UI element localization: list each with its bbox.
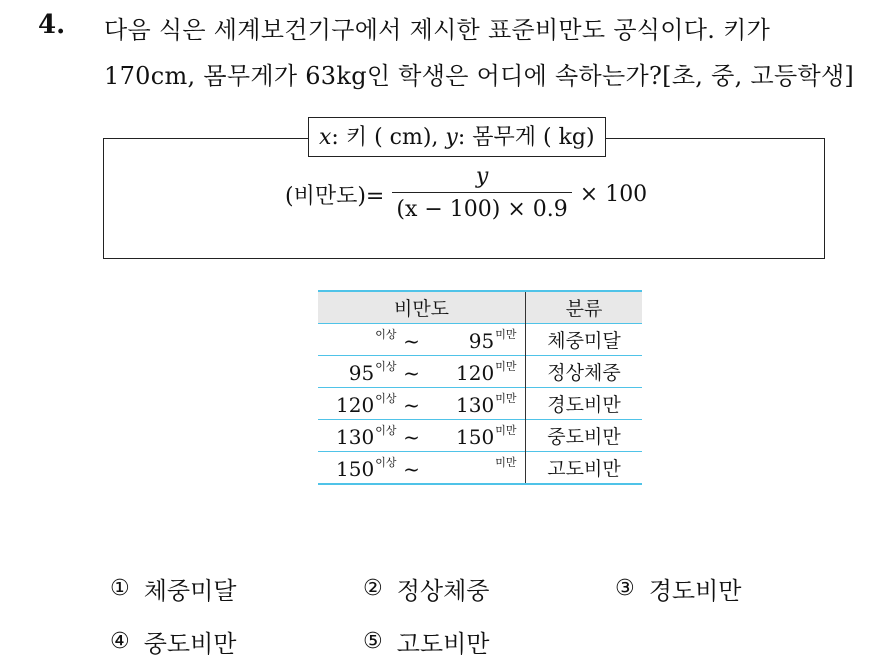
classification-cell: 중도비만	[547, 426, 621, 448]
x-variable-label: : 키 ( cm),	[331, 125, 446, 150]
classification-cell: 경도비만	[547, 394, 621, 416]
range-lower	[327, 358, 397, 385]
question-number: 4.	[38, 10, 66, 40]
above-label: 이상	[375, 456, 397, 469]
choice-2[interactable]	[363, 571, 489, 606]
variable-legend	[308, 117, 606, 157]
formula-fraction	[392, 162, 571, 227]
range	[318, 358, 525, 385]
header-obesity-index: 비만도	[318, 291, 526, 324]
range-tilde: ~	[403, 393, 420, 417]
range-upper	[427, 390, 517, 417]
range-cell	[318, 324, 526, 356]
lower-value: 130	[336, 425, 375, 449]
choice-text: 중도비만	[143, 630, 237, 658]
below-label: 미만	[495, 328, 517, 341]
range-tilde: ~	[403, 425, 420, 449]
choice-marker: ①	[110, 576, 130, 601]
range-cell	[318, 452, 526, 485]
choice-marker: ②	[363, 576, 383, 601]
range-upper	[427, 326, 517, 353]
range-upper	[427, 358, 517, 385]
choice-text: 경도비만	[648, 577, 742, 605]
choice-marker: ⑤	[363, 629, 383, 654]
range-tilde: ~	[403, 457, 420, 481]
classification-cell: 체중미달	[547, 330, 621, 352]
range-lower	[327, 390, 397, 417]
above-label: 이상	[375, 328, 397, 341]
classification-cell: 고도비만	[547, 458, 621, 480]
upper-value: 150	[456, 425, 495, 449]
below-label: 미만	[495, 456, 517, 469]
lower-value: 120	[336, 393, 375, 417]
range	[318, 326, 525, 353]
question-stem-line-1: 다음 식은 세계보건기구에서 제시한 표준비만도 공식이다. 키가	[104, 16, 771, 44]
choice-5[interactable]	[363, 624, 489, 659]
range-lower	[327, 454, 397, 481]
choice-1[interactable]	[110, 571, 236, 606]
formula-denominator: (x − 100) × 0.9	[392, 192, 571, 227]
formula-numerator: y	[475, 164, 489, 189]
choice-text: 체중미달	[143, 577, 237, 605]
range-lower	[327, 326, 397, 353]
choice-marker: ④	[110, 629, 130, 654]
y-variable: y	[445, 125, 458, 150]
question-stem-line-2: 170cm, 몸무게가 63kg인 학생은 어디에 속하는가?[초, 중, 고등학생]	[104, 62, 855, 90]
y-variable-label: : 몸무게 ( kg)	[457, 125, 595, 150]
range	[318, 422, 525, 449]
upper-value: 130	[456, 393, 495, 417]
above-label: 이상	[375, 392, 397, 405]
choice-3[interactable]	[615, 571, 741, 606]
table-row	[318, 388, 642, 420]
range-cell	[318, 420, 526, 452]
lower-value: 150	[336, 457, 375, 481]
upper-value: 120	[456, 361, 495, 385]
table-body	[318, 324, 642, 485]
table-row	[318, 420, 642, 452]
choice-4[interactable]	[110, 624, 236, 659]
above-label: 이상	[375, 424, 397, 437]
table-row	[318, 324, 642, 356]
range-cell	[318, 356, 526, 388]
table-row	[318, 356, 642, 388]
upper-value: 95	[468, 329, 495, 353]
range-tilde: ~	[403, 329, 420, 353]
formula-lhs: (비만도)=	[285, 184, 385, 209]
choice-marker: ③	[615, 576, 635, 601]
below-label: 미만	[495, 424, 517, 437]
range-cell	[318, 388, 526, 420]
range-upper	[427, 422, 517, 449]
range-tilde: ~	[403, 361, 420, 385]
table-header-row	[318, 291, 642, 324]
choice-text: 고도비만	[396, 630, 490, 658]
range-upper	[427, 454, 517, 481]
table-row	[318, 452, 642, 485]
range	[318, 390, 525, 417]
range	[318, 454, 525, 481]
below-label: 미만	[495, 360, 517, 373]
obesity-formula	[285, 162, 647, 227]
header-classification: 분류	[526, 291, 643, 324]
above-label: 이상	[375, 360, 397, 373]
below-label: 미만	[495, 392, 517, 405]
lower-value: 95	[348, 361, 375, 385]
formula-suffix: × 100	[579, 182, 648, 207]
x-variable: x	[319, 125, 332, 150]
range-lower	[327, 422, 397, 449]
choice-text: 정상체중	[396, 577, 490, 605]
classification-cell: 정상체중	[547, 362, 621, 384]
obesity-classification-table	[318, 290, 642, 485]
